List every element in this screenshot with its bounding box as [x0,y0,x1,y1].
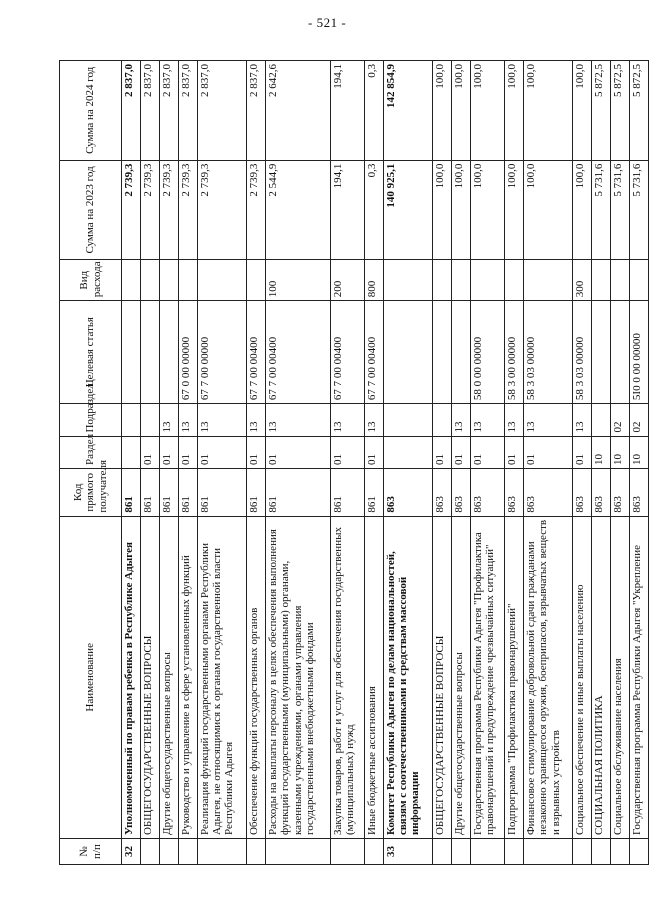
row-section: 01 [573,436,592,468]
row-recipient-code: 863 [611,468,630,516]
row-sum-2024: 100,0 [432,61,451,161]
row-sum-2023: 194,1 [330,160,364,260]
row-target-article [383,301,432,404]
table-row [470,61,504,865]
table-row [140,61,159,865]
row-target-article [159,301,178,404]
row-sum-2023: 5 731,6 [611,160,630,260]
row-name: Другие общегосударственные вопросы [159,516,178,838]
table-row [247,61,266,865]
header-vid: Вид расхода [60,260,122,301]
row-number [247,839,266,865]
row-number [364,839,383,865]
row-number [523,839,572,865]
row-name: Государственная программа Республики Адыгея "Профилактика правонарушений и предупреждение чрезвычайных ситуаций" [470,516,504,838]
row-sum-2024: 100,0 [504,61,523,161]
row-sum-2023: 100,0 [470,160,504,260]
row-expense-type [140,260,159,301]
row-number [159,839,178,865]
row-number [592,839,611,865]
row-name: Подпрограмма "Профилактика правонарушений" [504,516,523,838]
row-expense-type: 200 [330,260,364,301]
row-target-article [451,301,470,404]
row-subsection: 13 [523,404,572,436]
row-recipient-code: 861 [330,468,364,516]
row-sum-2023: 5 731,6 [630,160,649,260]
rotated-table-container [59,60,649,865]
row-name: ОБЩЕГОСУДАРСТВЕННЫЕ ВОПРОСЫ [140,516,159,838]
row-recipient-code: 861 [140,468,159,516]
row-recipient-code: 861 [197,468,246,516]
row-sum-2024: 100,0 [451,61,470,161]
row-section: 01 [265,436,330,468]
row-recipient-code: 861 [247,468,266,516]
row-sum-2024: 2 642,6 [265,61,330,161]
row-expense-type [523,260,572,301]
row-expense-type [178,260,197,301]
row-target-article: 67 7 00 00400 [330,301,364,404]
row-section: 01 [330,436,364,468]
row-sum-2024: 5 872,5 [592,61,611,161]
row-subsection: 13 [197,404,246,436]
row-sum-2023: 2 544,9 [265,160,330,260]
row-sum-2024: 2 837,0 [140,61,159,161]
page-number: - 521 - [308,15,347,30]
row-section: 01 [159,436,178,468]
row-subsection [592,404,611,436]
row-name: Социальное обслуживание населения [611,516,630,838]
row-number: 33 [383,839,432,865]
row-sum-2024: 5 872,5 [611,61,630,161]
row-number [451,839,470,865]
table-row [451,61,470,865]
row-expense-type [592,260,611,301]
row-recipient-code: 861 [122,468,141,516]
row-target-article: 58 3 00 00000 [504,301,523,404]
table-row [197,61,246,865]
row-section: 01 [432,436,451,468]
table-row [330,61,364,865]
row-recipient-code: 863 [383,468,432,516]
row-subsection [432,404,451,436]
row-sum-2024: 2 837,0 [178,61,197,161]
row-recipient-code: 863 [451,468,470,516]
row-sum-2024: 194,1 [330,61,364,161]
table-row [432,61,451,865]
row-recipient-code: 861 [265,468,330,516]
header-tsel: Целевая статья [60,301,122,404]
row-number [140,839,159,865]
row-expense-type: 800 [364,260,383,301]
row-sum-2024: 2 837,0 [159,61,178,161]
table-row [265,61,330,865]
table-row [611,61,630,865]
row-subsection [383,404,432,436]
table-row [364,61,383,865]
row-section: 01 [140,436,159,468]
row-name: Социальное обеспечение и иные выплаты населению [573,516,592,838]
header-podrazdel: Подраздел [60,404,122,436]
row-number [573,839,592,865]
row-expense-type [383,260,432,301]
row-target-article: 58 3 03 00000 [523,301,572,404]
row-number [178,839,197,865]
row-recipient-code: 863 [573,468,592,516]
row-sum-2023: 2 739,3 [178,160,197,260]
row-target-article: 67 7 00 00400 [247,301,266,404]
row-target-article [592,301,611,404]
row-name: Государственная программа Республики Адыгея "Укрепление [630,516,649,838]
row-sum-2024: 2 837,0 [247,61,266,161]
row-sum-2023: 2 739,3 [247,160,266,260]
row-subsection: 02 [630,404,649,436]
row-sum-2024: 2 837,0 [122,61,141,161]
row-sum-2024: 5 872,5 [630,61,649,161]
row-subsection [122,404,141,436]
row-sum-2024: 142 854,9 [383,61,432,161]
row-name: Комитет Республики Адыгея по делам национальностей, связям с соотечественниками и средствам массовой информации [383,516,432,838]
row-sum-2024: 100,0 [573,61,592,161]
row-section: 01 [197,436,246,468]
row-sum-2023: 100,0 [432,160,451,260]
row-section: 01 [247,436,266,468]
row-recipient-code: 861 [159,468,178,516]
row-expense-type [611,260,630,301]
row-recipient-code: 863 [523,468,572,516]
row-recipient-code: 863 [592,468,611,516]
row-sum-2024: 2 837,0 [197,61,246,161]
row-section: 01 [364,436,383,468]
row-number [330,839,364,865]
row-subsection: 02 [611,404,630,436]
row-target-article: 67 7 00 00000 [197,301,246,404]
row-number [611,839,630,865]
budget-table [59,60,649,865]
row-name: ОБЩЕГОСУДАРСТВЕННЫЕ ВОПРОСЫ [432,516,451,838]
row-subsection: 13 [364,404,383,436]
header-name: Наименование [60,516,122,838]
row-sum-2023: 0,3 [364,160,383,260]
row-section: 01 [451,436,470,468]
row-sum-2023: 2 739,3 [140,160,159,260]
table-row [573,61,592,865]
header-code: Код прямого получателя [60,468,122,516]
row-expense-type [159,260,178,301]
row-subsection: 13 [504,404,523,436]
table-row [523,61,572,865]
table-header-row [60,61,122,865]
row-sum-2023: 2 739,3 [122,160,141,260]
table-body [122,61,649,865]
row-subsection: 13 [247,404,266,436]
row-section: 01 [523,436,572,468]
row-name: Иные бюджетные ассигнования [364,516,383,838]
row-number [265,839,330,865]
row-expense-type [197,260,246,301]
row-target-article: 5I0 0 00 00000 [630,301,649,404]
row-sum-2023: 100,0 [523,160,572,260]
row-sum-2023: 140 925,1 [383,160,432,260]
row-section [383,436,432,468]
row-expense-type [504,260,523,301]
row-target-article: 67 7 00 00400 [265,301,330,404]
header-razdel: Раздел [60,436,122,468]
row-section: 10 [611,436,630,468]
row-expense-type [247,260,266,301]
row-target-article: 58 3 03 00000 [573,301,592,404]
row-name: Реализация функций государственными органами Республики Адыгея, не относящимися к органам государственной власти Республики Адыгея [197,516,246,838]
table-row [504,61,523,865]
header-num: № п/п [60,839,122,865]
row-section: 10 [630,436,649,468]
row-recipient-code: 863 [432,468,451,516]
row-sum-2023: 5 731,6 [592,160,611,260]
row-number: 32 [122,839,141,865]
row-target-article [611,301,630,404]
row-sum-2024: 100,0 [470,61,504,161]
row-number [432,839,451,865]
row-subsection: 13 [451,404,470,436]
row-subsection: 13 [573,404,592,436]
row-section: 01 [178,436,197,468]
row-target-article: 67 7 00 00400 [364,301,383,404]
row-sum-2023: 2 739,3 [159,160,178,260]
row-name: Закупка товаров, работ и услуг для обеспечения государственных (муниципальных) нужд [330,516,364,838]
header-s2024: Сумма на 2024 год [60,61,122,161]
row-section [122,436,141,468]
row-target-article [432,301,451,404]
row-name: Обеспечение функций государственных органов [247,516,266,838]
row-recipient-code: 863 [630,468,649,516]
row-sum-2023: 2 739,3 [197,160,246,260]
row-number [630,839,649,865]
row-name: Руководство и управление в сфере установленных функций [178,516,197,838]
row-sum-2024: 0,3 [364,61,383,161]
row-recipient-code: 861 [364,468,383,516]
row-name: Другие общегосударственные вопросы [451,516,470,838]
row-sum-2023: 100,0 [451,160,470,260]
row-expense-type [470,260,504,301]
row-expense-type [432,260,451,301]
row-expense-type [122,260,141,301]
row-number [504,839,523,865]
table-row [592,61,611,865]
row-subsection: 13 [159,404,178,436]
row-section: 10 [592,436,611,468]
row-subsection [140,404,159,436]
row-name: Финансовое стимулирование добровольной сдачи гражданами незаконно хранящегося оружия, боеприпасов, взрывчатых веществ и взрывных устройств [523,516,572,838]
row-name: СОЦИАЛЬНАЯ ПОЛИТИКА [592,516,611,838]
table-row [630,61,649,865]
row-target-article: 67 0 00 00000 [178,301,197,404]
table-row [122,61,141,865]
row-section: 01 [470,436,504,468]
row-recipient-code: 861 [178,468,197,516]
table-row [159,61,178,865]
header-s2023: Сумма на 2023 год [60,160,122,260]
row-target-article: 58 0 00 00000 [470,301,504,404]
row-target-article [122,301,141,404]
row-sum-2024: 100,0 [523,61,572,161]
table-row [383,61,432,865]
row-expense-type: 300 [573,260,592,301]
row-expense-type [451,260,470,301]
row-section: 01 [504,436,523,468]
row-subsection: 13 [265,404,330,436]
row-number [197,839,246,865]
row-number [470,839,504,865]
row-expense-type [630,260,649,301]
row-expense-type: 100 [265,260,330,301]
row-recipient-code: 863 [504,468,523,516]
row-sum-2023: 100,0 [573,160,592,260]
row-subsection: 13 [330,404,364,436]
row-recipient-code: 863 [470,468,504,516]
row-subsection: 13 [470,404,504,436]
row-name: Расходы на выплаты персоналу в целях обеспечения выполнения функций государственными (муниципальными) органами, казенными учреждениями, органами управления государственными внебюджетными фондами [265,516,330,838]
row-name: Уполномоченный по правам ребенка в Республике Адыгея [122,516,141,838]
row-subsection: 13 [178,404,197,436]
row-sum-2023: 100,0 [504,160,523,260]
row-target-article [140,301,159,404]
table-row [178,61,197,865]
